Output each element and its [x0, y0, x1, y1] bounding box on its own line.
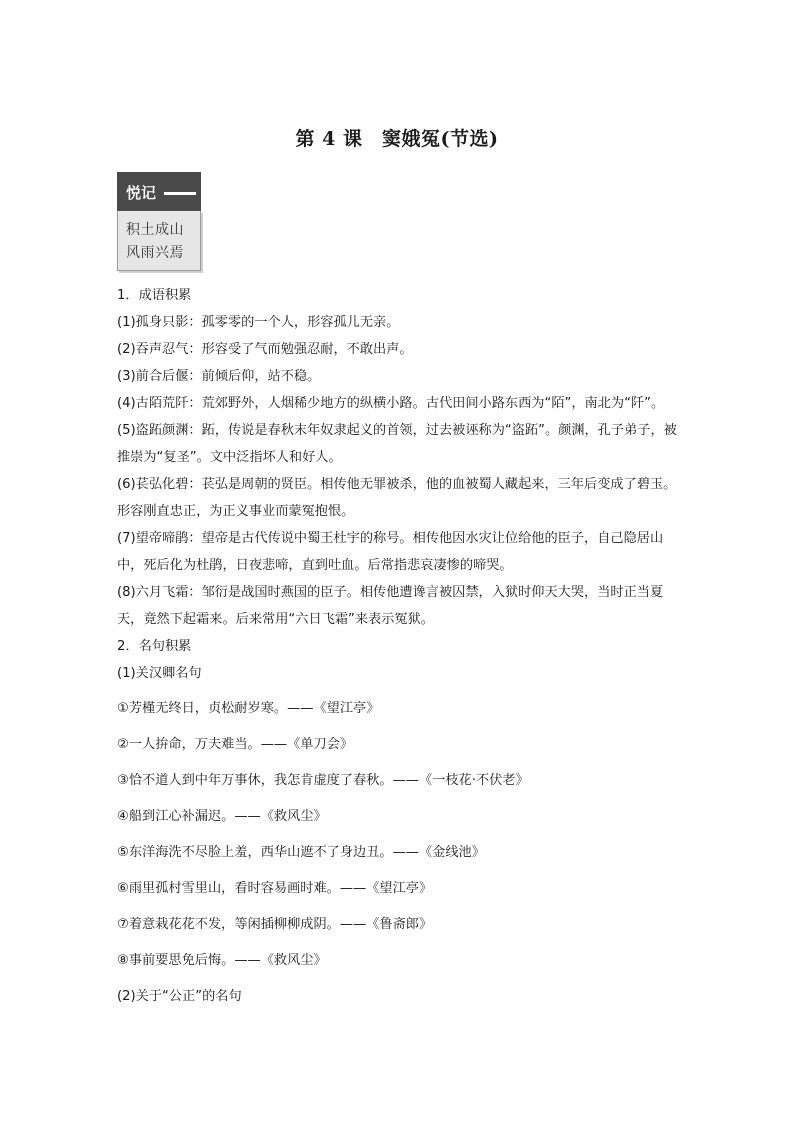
idiom-item: (8)六月飞霜：邹衍是战国时燕国的臣子。相传他遭谗言被囚禁，入狱时仰天大哭，当时正当夏天，竟然下起霜来。后来常用“六日飞霜”来表示冤狱。	[117, 585, 664, 627]
badge-motto-line-2: 风雨兴焉	[126, 245, 184, 261]
idiom-item: (3)前合后偃：前倾后仰，站不稳。	[117, 369, 321, 384]
section-heading-idioms: 1．成语积累	[117, 288, 192, 303]
quote-item: ⑥雨里孤村雪里山，看时容易画时难。——《望江亭》	[117, 881, 433, 896]
badge-motto-line-1: 积土成山	[126, 222, 184, 238]
idiom-item: (4)古陌荒阡：荒郊野外，人烟稀少地方的纵横小路。古代田间小路东西为“陌”，南北为“阡”。	[117, 396, 665, 411]
subsection-heading: (2)关于“公正”的名句	[117, 989, 242, 1004]
badge-line-decoration	[164, 192, 196, 195]
idiom-item: (6)苌弘化碧：苌弘是周朝的贤臣。相传他无罪被杀，他的血被蜀人藏起来，三年后变成了碧玉。形容刚直忠正，为正义事业而蒙冤抱恨。	[117, 477, 677, 519]
quote-item: ③恰不道人到中年万事休，我怎肯虚度了春秋。——《一枝花·不伏老》	[117, 773, 529, 788]
main-content	[117, 282, 679, 1015]
motto-badge	[117, 172, 201, 272]
subsection-heading: (1)关汉卿名句	[117, 666, 202, 681]
idiom-item: (1)孤身只影：孤零零的一个人，形容孤儿无亲。	[117, 315, 400, 330]
quote-item: ⑧事前要思免后悔。——《救风尘》	[117, 953, 327, 968]
quote-item: ④船到江心补漏迟。——《救风尘》	[117, 809, 327, 824]
quote-item: ⑤东洋海洗不尽脸上羞，西华山遮不了身边丑。——《金线池》	[117, 845, 485, 860]
quote-item: ⑦着意栽花花不发，等闲插柳柳成阴。——《鲁斋郎》	[117, 917, 433, 932]
idiom-item: (2)吞声忍气：形容受了气而勉强忍耐，不敢出声。	[117, 342, 413, 357]
idiom-item: (5)盗跖颜渊：跖，传说是春秋末年奴隶起义的首领，过去被诬称为“盗跖”。颜渊，孔子弟子，被推崇为“复圣”。文中泛指坏人和好人。	[117, 423, 677, 465]
badge-header	[117, 172, 201, 212]
badge-body	[117, 211, 201, 271]
quote-item: ①芳槿无终日，贞松耐岁寒。——《望江亭》	[117, 701, 380, 716]
page-title: 第 4 课 窦娥冤(节选)	[295, 128, 499, 150]
section-heading-quotes: 2．名句积累	[117, 639, 192, 654]
quote-item: ②一人拚命，万夫难当。——《单刀会》	[117, 737, 354, 752]
idiom-item: (7)望帝啼鹃：望帝是古代传说中蜀王杜宇的称号。相传他因水灾让位给他的臣子，自己隐居山中，死后化为杜鹃，日夜悲啼，直到吐血。后常指悲哀凄惨的啼哭。	[117, 531, 664, 573]
badge-label: 悦记	[126, 184, 157, 202]
